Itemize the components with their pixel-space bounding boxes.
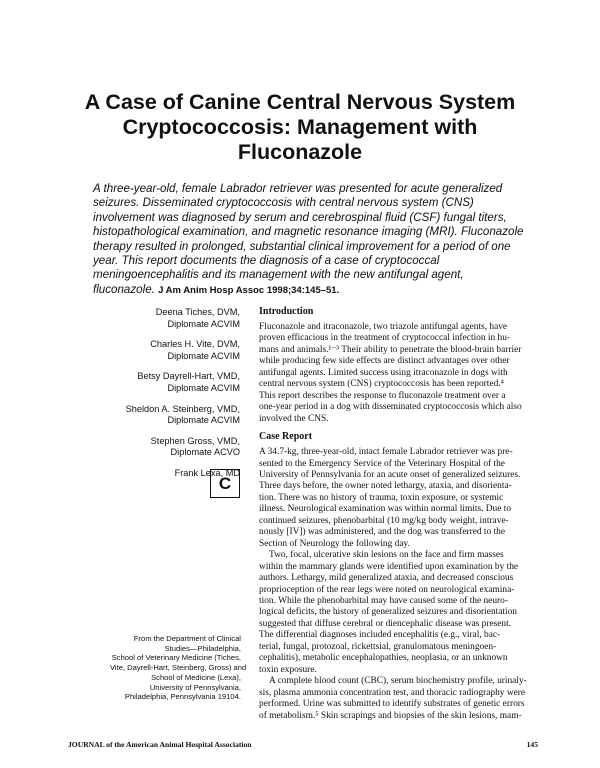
text-line: tion. There was no history of trauma, toxin exposure, or systemic xyxy=(259,492,504,503)
affiliation-line: Vite, Dayrell-Hart, Steinberg, Gross) and xyxy=(110,663,247,673)
author-name: Betsy Dayrell-Hart, VMD, xyxy=(137,371,240,382)
abstract-line: seizures. Disseminated cryptococcosis with central nervous system (CNS) xyxy=(93,196,474,210)
affiliation-line: From the Department of Clinical xyxy=(133,634,241,643)
text-line: Two, focal, ulcerative skin lesions on the face and firm masses xyxy=(269,550,504,561)
introduction-paragraph xyxy=(259,322,535,425)
case-paragraph xyxy=(259,447,535,550)
text-line: performed. Urine was submitted to identify substrates of genetic errors xyxy=(259,699,525,710)
text-line: continued seizures, phenobarbital (10 mg/kg body weight, intrave- xyxy=(259,515,509,526)
author xyxy=(110,339,240,362)
author-credential: Diplomate ACVIM xyxy=(167,382,240,393)
author xyxy=(110,436,240,459)
author-list xyxy=(110,307,240,489)
ce-badge: C xyxy=(210,469,240,498)
text-line: suggested that diffuse cerebral or diencephalic disease was present. xyxy=(259,618,512,629)
text-line: toxin exposure. xyxy=(259,664,317,675)
abstract-line: meningoencephalitis and its management with the new antifungal agent, xyxy=(93,268,464,282)
body-column xyxy=(259,306,535,722)
text-line: University of Pennsylvania for an acute onset of generalized seizures. xyxy=(259,469,521,480)
journal-citation: J Am Anim Hosp Assoc 1998;34:145–51. xyxy=(158,284,340,296)
abstract-line: therapy resulted in prolonged, substantial clinical improvement for a period of one xyxy=(93,239,511,253)
text-line: authors. Lethargy, mild generalized ataxia, and decreased conscious xyxy=(259,573,514,584)
section-heading-case-report: Case Report xyxy=(259,431,313,443)
abstract-line: involvement was diagnosed by serum and cerebrospinal fluid (CSF) fungal titers, xyxy=(93,210,507,224)
text-line: mans and animals.¹⁻³ Their ability to penetrate the blood-brain barrier xyxy=(259,344,522,355)
text-line: while producing few side effects are distinct advantages over other xyxy=(259,356,510,367)
author xyxy=(110,404,240,427)
author-credential: Diplomate ACVIM xyxy=(167,350,240,361)
text-line: Three days before, the owner noted lethargy, ataxia, and disorienta- xyxy=(259,481,512,492)
text-line: This report describes the response to fluconazole treatment over a xyxy=(259,390,506,401)
text-line: one-year period in a dog with disseminated cryptococcosis which also xyxy=(259,402,522,413)
journal-name: JOURNAL of the American Animal Hospital Association xyxy=(68,740,252,749)
title-line: A Case of Canine Central Nervous System xyxy=(84,90,516,114)
abstract-line: A three-year-old, female Labrador retriever was presented for acute generalized xyxy=(93,182,503,195)
text-line: within the mammary glands were identified upon examination by the xyxy=(259,561,519,572)
text-line: Fluconazole and itraconazole, two triazole antifungal agents, have xyxy=(259,322,508,332)
text-line: of metabolism.⁵ Skin scrapings and biopsies of the skin lesions, mam- xyxy=(259,710,522,721)
abstract xyxy=(93,182,523,298)
author-name: Charles H. Vite, DVM, xyxy=(150,339,240,350)
author-credential: Diplomate ACVO xyxy=(170,447,240,458)
text-line: tion. While the phenobarbital may have caused some of the neuro- xyxy=(259,595,508,606)
text-line: involved the CNS. xyxy=(259,413,329,424)
author-name: Stephen Gross, VMD, xyxy=(150,435,240,446)
page-number: 145 xyxy=(526,740,538,749)
section-heading-introduction: Introduction xyxy=(259,306,314,317)
affiliation-line: Studies—Philadelphia, xyxy=(164,643,241,653)
title-line: Fluconazole xyxy=(237,140,363,164)
text-line: Section of Neurology the following day. xyxy=(259,538,410,549)
affiliation xyxy=(110,634,247,702)
text-line: antifungal agents. Limited success using itraconazole in dogs with xyxy=(259,367,508,378)
text-line: A 34.7-kg, three-year-old, intact female Labrador retriever was pre- xyxy=(259,447,513,458)
text-line: proven efficacious in the treatment of cryptococcal infection in hu- xyxy=(259,333,511,344)
author-credential: Diplomate ACVIM xyxy=(167,415,240,426)
text-line: terial, fungal, protozoal, rickettsial, granulomatous meningoen- xyxy=(259,641,497,652)
abstract-line: year. This report documents the diagnosis of a case of cryptococcal xyxy=(93,254,440,268)
affiliation-line: University of Pennsylvania, xyxy=(149,682,241,692)
text-line: A complete blood count (CBC), serum biochemistry profile, urinaly- xyxy=(269,676,527,687)
author xyxy=(110,371,240,394)
affiliation-line: Philadelphia, Pennsylvania 19104. xyxy=(124,692,241,702)
affiliation-line: School of Medicine (Lexa), xyxy=(151,672,241,682)
author-name: Deena Tiches, DVM, xyxy=(155,307,240,317)
case-paragraph xyxy=(259,550,535,676)
abstract-last-line xyxy=(93,283,523,298)
title-line: Cryptococcosis: Management with xyxy=(122,115,478,139)
case-paragraph xyxy=(259,676,535,722)
text-line: sis, plasma ammonia concentration test, and thoracic radiography were xyxy=(259,687,526,698)
article-title xyxy=(70,90,530,165)
text-line: central nervous system (CNS) cryptococcosis has been reported.⁴ xyxy=(259,379,504,390)
abstract-line: fluconazole. xyxy=(93,282,155,296)
text-line: illness. Neurological examination was within normal limits. Due to xyxy=(259,504,512,515)
text-line: logical deficits, the history of generalized seizures and disorientation xyxy=(259,607,517,618)
text-line: cephalitis), metabolic encephalopathies, neoplasia, or an unknown xyxy=(259,653,508,664)
author-credential: Diplomate ACVIM xyxy=(167,318,240,329)
text-line: The differential diagnoses included encephalitis (e.g., viral, bac- xyxy=(259,630,501,641)
text-line: nously [IV]) was administered, and the dog was transferred to the xyxy=(259,527,506,538)
text-line: sented to the Emergency Service of the Veterinary Hospital of the xyxy=(259,458,505,469)
author-name: Sheldon A. Steinberg, VMD, xyxy=(125,403,240,414)
text-line: proprioception of the rear legs were noted on neurological examina- xyxy=(259,584,515,595)
affiliation-line: School of Veterinary Medicine (Tiches, xyxy=(111,653,241,663)
author-name: Frank Lexa, MD xyxy=(174,467,240,478)
abstract-line: histopathological examination, and magnetic resonance imaging (MRI). Fluconazole xyxy=(93,225,524,239)
author xyxy=(110,307,240,330)
